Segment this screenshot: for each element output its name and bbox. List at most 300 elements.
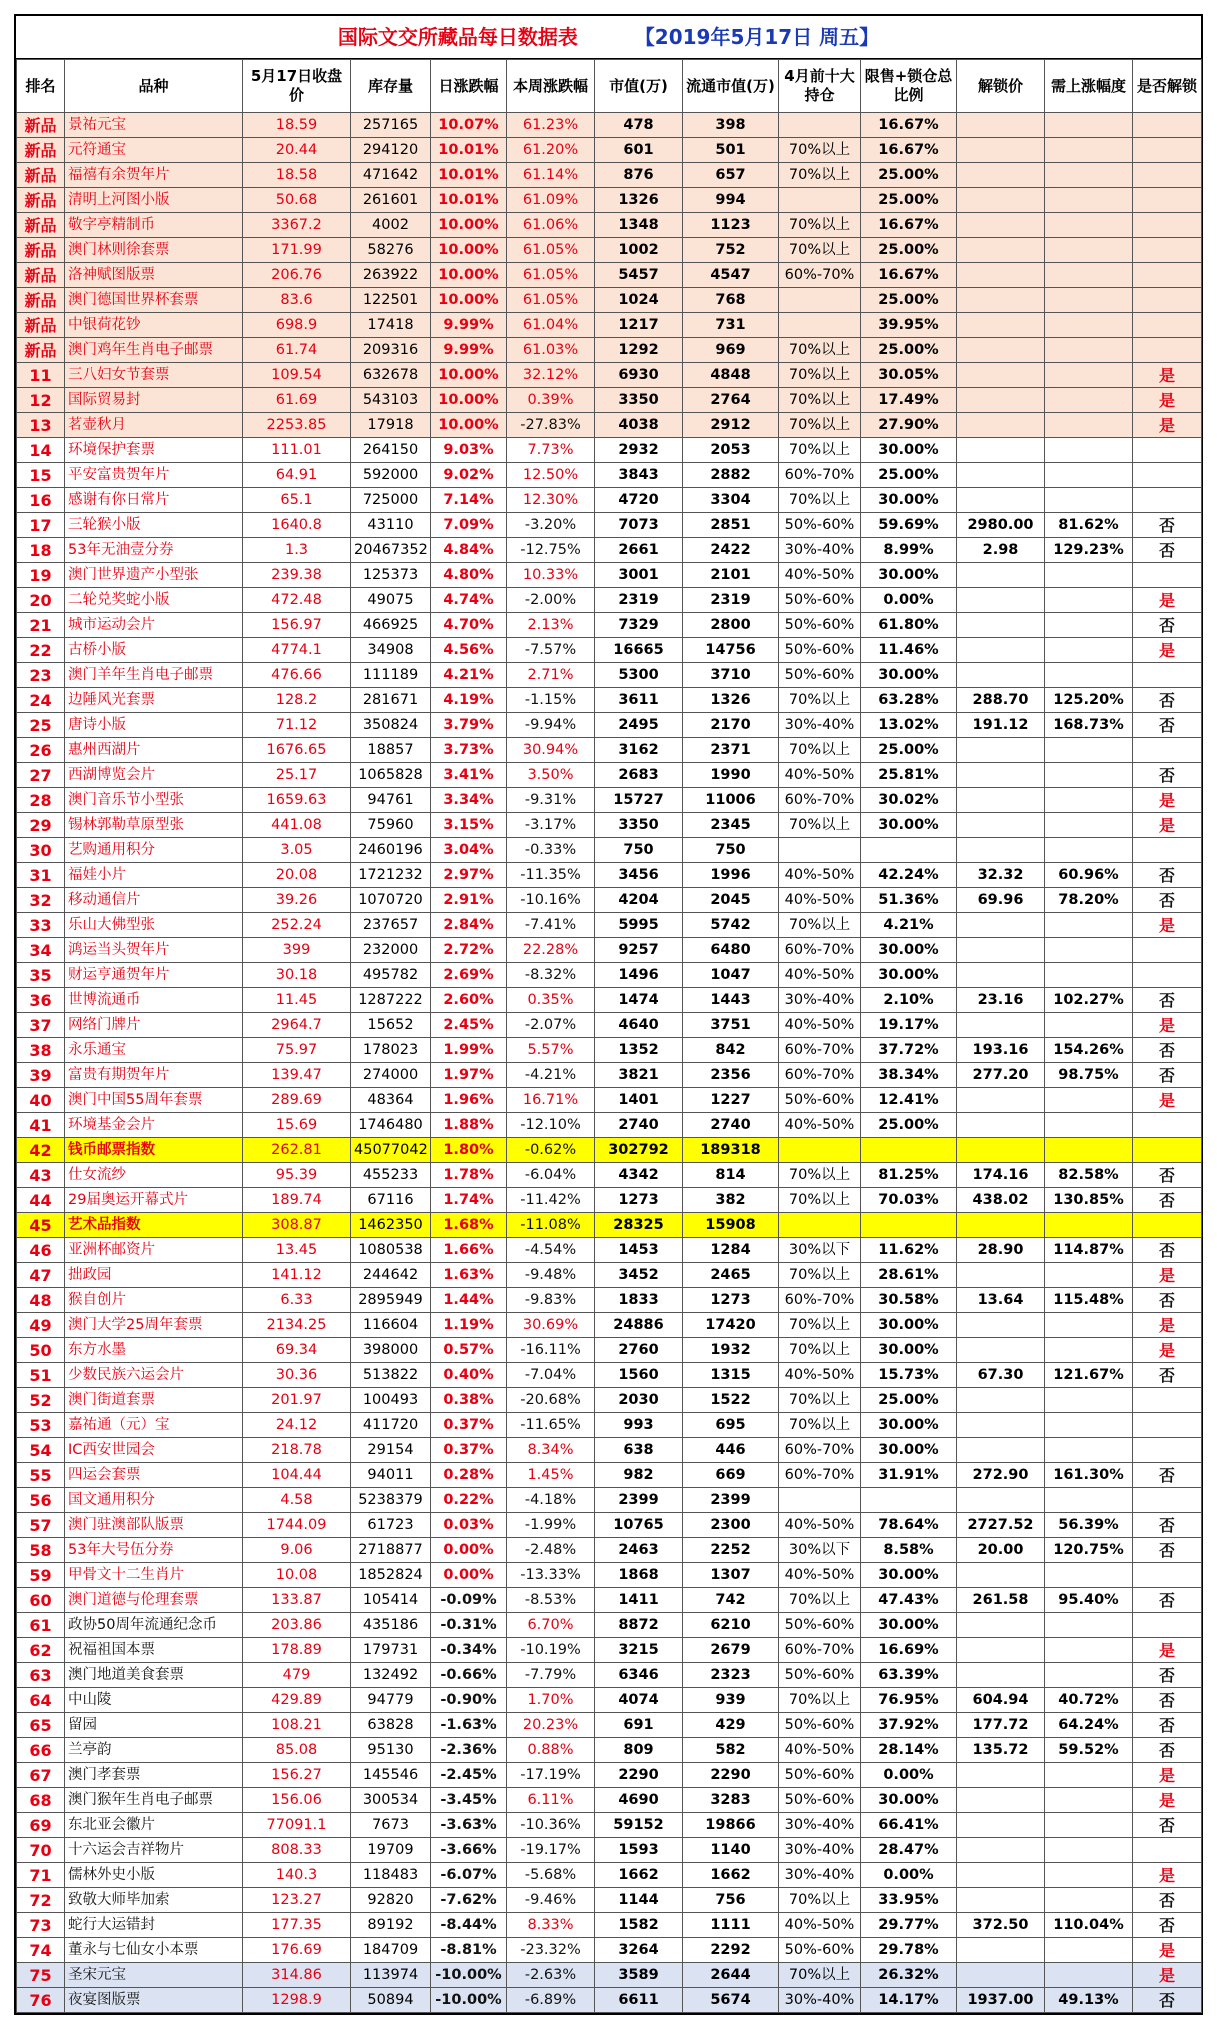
table-row: [17, 663, 1202, 688]
rank-cell: 50: [17, 1338, 65, 1363]
close-price-cell: 429.89: [243, 1688, 351, 1713]
unlocked-cell: [1133, 938, 1202, 963]
rank-cell: 新品: [17, 163, 65, 188]
table-row: [17, 1513, 1202, 1538]
holding-cell: 60%-70%: [779, 1638, 861, 1663]
unlocked-cell: 否: [1133, 1513, 1202, 1538]
unlock-price-cell: [957, 238, 1045, 263]
unlocked-cell: 是: [1133, 1638, 1202, 1663]
float-cap-cell: 2345: [683, 813, 779, 838]
daily-change-cell: 10.01%: [431, 163, 507, 188]
daily-change-cell: 10.01%: [431, 138, 507, 163]
table-row: [17, 863, 1202, 888]
name-cell: 艺购通用积分: [65, 838, 243, 863]
holding-cell: 70%以上: [779, 1688, 861, 1713]
market-cap-cell: 3215: [595, 1638, 683, 1663]
required-rise-cell: 168.73%: [1045, 713, 1133, 738]
locked-ratio-cell: 28.47%: [861, 1838, 957, 1863]
holding-cell: 50%-60%: [779, 1613, 861, 1638]
locked-ratio-cell: 25.00%: [861, 288, 957, 313]
col-header: 限售+锁仓总比例: [861, 60, 957, 113]
stock-cell: 29154: [351, 1438, 431, 1463]
table-row: [17, 688, 1202, 713]
daily-change-cell: -8.81%: [431, 1938, 507, 1963]
daily-change-cell: 1.88%: [431, 1113, 507, 1138]
market-cap-cell: 1560: [595, 1363, 683, 1388]
stock-cell: 94761: [351, 788, 431, 813]
holding-cell: 50%-60%: [779, 1713, 861, 1738]
stock-cell: 2460196: [351, 838, 431, 863]
stock-cell: 15652: [351, 1013, 431, 1038]
name-cell: 致敬大师毕加索: [65, 1888, 243, 1913]
market-cap-cell: 1217: [595, 313, 683, 338]
name-cell: 福禧有余贺年片: [65, 163, 243, 188]
unlock-price-cell: [957, 1388, 1045, 1413]
daily-change-cell: -0.66%: [431, 1663, 507, 1688]
float-cap-cell: 4848: [683, 363, 779, 388]
name-cell: 平安富贵贺年片: [65, 463, 243, 488]
table-row: [17, 1763, 1202, 1788]
unlock-price-cell: [957, 613, 1045, 638]
name-cell: 少数民族六运会片: [65, 1363, 243, 1388]
weekly-change-cell: -9.83%: [507, 1288, 595, 1313]
locked-ratio-cell: 28.61%: [861, 1263, 957, 1288]
holding-cell: 50%-60%: [779, 613, 861, 638]
required-rise-cell: 154.26%: [1045, 1038, 1133, 1063]
close-price-cell: 2964.7: [243, 1013, 351, 1038]
unlock-price-cell: 13.64: [957, 1288, 1045, 1313]
stock-cell: 94779: [351, 1688, 431, 1713]
unlock-price-cell: [957, 1888, 1045, 1913]
holding-cell: 40%-50%: [779, 1363, 861, 1388]
daily-change-cell: 2.91%: [431, 888, 507, 913]
table-row: [17, 1838, 1202, 1863]
stock-cell: 1070720: [351, 888, 431, 913]
unlocked-cell: [1133, 1438, 1202, 1463]
close-price-cell: 85.08: [243, 1738, 351, 1763]
float-cap-cell: 756: [683, 1888, 779, 1913]
float-cap-cell: 429: [683, 1713, 779, 1738]
market-cap-cell: 4720: [595, 488, 683, 513]
locked-ratio-cell: 8.58%: [861, 1538, 957, 1563]
table-row: [17, 1563, 1202, 1588]
stock-cell: 543103: [351, 388, 431, 413]
weekly-change-cell: 22.28%: [507, 938, 595, 963]
stock-cell: 4002: [351, 213, 431, 238]
locked-ratio-cell: 30.05%: [861, 363, 957, 388]
required-rise-cell: [1045, 138, 1133, 163]
market-cap-cell: 2760: [595, 1338, 683, 1363]
weekly-change-cell: -4.54%: [507, 1238, 595, 1263]
unlock-price-cell: [957, 288, 1045, 313]
locked-ratio-cell: [861, 1213, 957, 1238]
table-row: [17, 888, 1202, 913]
table-row: [17, 1338, 1202, 1363]
rank-cell: 70: [17, 1838, 65, 1863]
market-cap-cell: 16665: [595, 638, 683, 663]
float-cap-cell: 2290: [683, 1763, 779, 1788]
market-cap-cell: 1868: [595, 1563, 683, 1588]
locked-ratio-cell: 51.36%: [861, 888, 957, 913]
market-cap-cell: 1144: [595, 1888, 683, 1913]
locked-ratio-cell: 30.02%: [861, 788, 957, 813]
market-cap-cell: 4640: [595, 1013, 683, 1038]
holding-cell: 60%-70%: [779, 1063, 861, 1088]
weekly-change-cell: 0.88%: [507, 1738, 595, 1763]
table-row: [17, 738, 1202, 763]
close-price-cell: 4774.1: [243, 638, 351, 663]
float-cap-cell: 1284: [683, 1238, 779, 1263]
name-cell: 澳门鸡年生肖电子邮票: [65, 338, 243, 363]
locked-ratio-cell: 25.00%: [861, 338, 957, 363]
rank-cell: 62: [17, 1638, 65, 1663]
rank-cell: 新品: [17, 288, 65, 313]
unlock-price-cell: [957, 338, 1045, 363]
daily-change-cell: 3.79%: [431, 713, 507, 738]
float-cap-cell: 1996: [683, 863, 779, 888]
table-row: [17, 1738, 1202, 1763]
table-row: [17, 238, 1202, 263]
close-price-cell: 109.54: [243, 363, 351, 388]
locked-ratio-cell: 25.00%: [861, 1113, 957, 1138]
daily-change-cell: 2.60%: [431, 988, 507, 1013]
close-price-cell: 178.89: [243, 1638, 351, 1663]
rank-cell: 32: [17, 888, 65, 913]
close-price-cell: 3367.2: [243, 213, 351, 238]
weekly-change-cell: -9.94%: [507, 713, 595, 738]
locked-ratio-cell: 27.90%: [861, 413, 957, 438]
unlock-price-cell: [957, 1963, 1045, 1988]
unlocked-cell: 是: [1133, 1338, 1202, 1363]
unlock-price-cell: 604.94: [957, 1688, 1045, 1713]
daily-change-cell: 1.63%: [431, 1263, 507, 1288]
close-price-cell: 95.39: [243, 1163, 351, 1188]
name-cell: 中山陵: [65, 1688, 243, 1713]
market-cap-cell: 6930: [595, 363, 683, 388]
daily-change-cell: 10.00%: [431, 238, 507, 263]
daily-change-cell: -10.00%: [431, 1963, 507, 1988]
required-rise-cell: 98.75%: [1045, 1063, 1133, 1088]
rank-cell: 29: [17, 813, 65, 838]
float-cap-cell: 19866: [683, 1813, 779, 1838]
market-cap-cell: 1292: [595, 338, 683, 363]
locked-ratio-cell: 33.95%: [861, 1888, 957, 1913]
data-table: [16, 59, 1202, 2013]
weekly-change-cell: -10.16%: [507, 888, 595, 913]
table-row: [17, 1888, 1202, 1913]
close-price-cell: 308.87: [243, 1213, 351, 1238]
stock-cell: 179731: [351, 1638, 431, 1663]
weekly-change-cell: 6.70%: [507, 1613, 595, 1638]
unlock-price-cell: [957, 213, 1045, 238]
rank-cell: 76: [17, 1988, 65, 2013]
required-rise-cell: [1045, 1563, 1133, 1588]
daily-change-cell: -3.45%: [431, 1788, 507, 1813]
market-cap-cell: 3001: [595, 563, 683, 588]
market-cap-cell: 3264: [595, 1938, 683, 1963]
market-cap-cell: 982: [595, 1463, 683, 1488]
unlocked-cell: [1133, 463, 1202, 488]
unlocked-cell: 否: [1133, 1588, 1202, 1613]
holding-cell: [779, 1213, 861, 1238]
daily-change-cell: 4.70%: [431, 613, 507, 638]
name-cell: 儒林外史小版: [65, 1863, 243, 1888]
stock-cell: 20467352: [351, 538, 431, 563]
unlocked-cell: [1133, 1388, 1202, 1413]
holding-cell: 70%以上: [779, 1588, 861, 1613]
market-cap-cell: 1401: [595, 1088, 683, 1113]
locked-ratio-cell: 42.24%: [861, 863, 957, 888]
locked-ratio-cell: 25.00%: [861, 188, 957, 213]
stock-cell: 34908: [351, 638, 431, 663]
daily-change-cell: 1.78%: [431, 1163, 507, 1188]
weekly-change-cell: -1.15%: [507, 688, 595, 713]
table-row: [17, 188, 1202, 213]
close-price-cell: 4.58: [243, 1488, 351, 1513]
float-cap-cell: 14756: [683, 638, 779, 663]
daily-change-cell: -3.66%: [431, 1838, 507, 1863]
daily-change-cell: 4.74%: [431, 588, 507, 613]
locked-ratio-cell: 30.00%: [861, 663, 957, 688]
required-rise-cell: 121.67%: [1045, 1363, 1133, 1388]
locked-ratio-cell: 15.73%: [861, 1363, 957, 1388]
close-price-cell: 75.97: [243, 1038, 351, 1063]
weekly-change-cell: 61.09%: [507, 188, 595, 213]
holding-cell: 30%-40%: [779, 1863, 861, 1888]
table-row: [17, 913, 1202, 938]
daily-change-cell: -2.36%: [431, 1738, 507, 1763]
holding-cell: 70%以上: [779, 1963, 861, 1988]
daily-change-cell: 10.00%: [431, 263, 507, 288]
float-cap-cell: 15908: [683, 1213, 779, 1238]
unlocked-cell: 否: [1133, 538, 1202, 563]
rank-cell: 53: [17, 1413, 65, 1438]
market-cap-cell: 3452: [595, 1263, 683, 1288]
float-cap-cell: 814: [683, 1163, 779, 1188]
name-cell: 景祐元宝: [65, 113, 243, 138]
weekly-change-cell: -13.33%: [507, 1563, 595, 1588]
weekly-change-cell: -11.08%: [507, 1213, 595, 1238]
close-price-cell: 1.3: [243, 538, 351, 563]
name-cell: 澳门孝套票: [65, 1763, 243, 1788]
unlock-price-cell: [957, 1413, 1045, 1438]
unlock-price-cell: 438.02: [957, 1188, 1045, 1213]
stock-cell: 125373: [351, 563, 431, 588]
name-cell: 城市运动会片: [65, 613, 243, 638]
name-cell: 澳门羊年生肖电子邮票: [65, 663, 243, 688]
name-cell: 清明上河图小版: [65, 188, 243, 213]
unlock-price-cell: [957, 1338, 1045, 1363]
required-rise-cell: [1045, 1888, 1133, 1913]
unlocked-cell: 是: [1133, 638, 1202, 663]
market-cap-cell: 3821: [595, 1063, 683, 1088]
weekly-change-cell: 20.23%: [507, 1713, 595, 1738]
unlock-price-cell: [957, 813, 1045, 838]
required-rise-cell: [1045, 963, 1133, 988]
market-cap-cell: 3162: [595, 738, 683, 763]
rank-cell: 56: [17, 1488, 65, 1513]
rank-cell: 24: [17, 688, 65, 713]
float-cap-cell: 1443: [683, 988, 779, 1013]
holding-cell: 70%以上: [779, 488, 861, 513]
locked-ratio-cell: 13.02%: [861, 713, 957, 738]
float-cap-cell: 2319: [683, 588, 779, 613]
float-cap-cell: 768: [683, 288, 779, 313]
rank-cell: 25: [17, 713, 65, 738]
unlock-price-cell: 277.20: [957, 1063, 1045, 1088]
weekly-change-cell: -11.65%: [507, 1413, 595, 1438]
float-cap-cell: 1522: [683, 1388, 779, 1413]
unlock-price-cell: [957, 563, 1045, 588]
unlock-price-cell: 23.16: [957, 988, 1045, 1013]
daily-change-cell: -10.00%: [431, 1988, 507, 2013]
unlocked-cell: 否: [1133, 713, 1202, 738]
unlocked-cell: [1133, 963, 1202, 988]
weekly-change-cell: 12.30%: [507, 488, 595, 513]
market-cap-cell: 876: [595, 163, 683, 188]
required-rise-cell: [1045, 213, 1133, 238]
table-row: [17, 1613, 1202, 1638]
name-cell: 惠州西湖片: [65, 738, 243, 763]
name-cell: 董永与七仙女小本票: [65, 1938, 243, 1963]
rank-cell: 22: [17, 638, 65, 663]
stock-cell: 1852824: [351, 1563, 431, 1588]
close-price-cell: 128.2: [243, 688, 351, 713]
float-cap-cell: 1047: [683, 963, 779, 988]
locked-ratio-cell: 25.00%: [861, 1388, 957, 1413]
market-cap-cell: 1326: [595, 188, 683, 213]
unlock-price-cell: [957, 1613, 1045, 1638]
holding-cell: 70%以上: [779, 913, 861, 938]
name-cell: 兰亭韵: [65, 1738, 243, 1763]
locked-ratio-cell: 26.32%: [861, 1963, 957, 1988]
table-row: [17, 113, 1202, 138]
close-price-cell: 111.01: [243, 438, 351, 463]
rank-cell: 33: [17, 913, 65, 938]
table-row: [17, 1313, 1202, 1338]
float-cap-cell: 752: [683, 238, 779, 263]
unlock-price-cell: [957, 388, 1045, 413]
table-row: [17, 1488, 1202, 1513]
holding-cell: 40%-50%: [779, 1113, 861, 1138]
required-rise-cell: 120.75%: [1045, 1538, 1133, 1563]
required-rise-cell: [1045, 913, 1133, 938]
required-rise-cell: [1045, 238, 1133, 263]
rank-cell: 45: [17, 1213, 65, 1238]
locked-ratio-cell: 30.00%: [861, 488, 957, 513]
locked-ratio-cell: 63.39%: [861, 1663, 957, 1688]
market-cap-cell: 601: [595, 138, 683, 163]
holding-cell: 40%-50%: [779, 1563, 861, 1588]
locked-ratio-cell: 66.41%: [861, 1813, 957, 1838]
unlocked-cell: [1133, 338, 1202, 363]
unlock-price-cell: [957, 638, 1045, 663]
close-price-cell: 1744.09: [243, 1513, 351, 1538]
float-cap-cell: 2465: [683, 1263, 779, 1288]
float-cap-cell: 842: [683, 1038, 779, 1063]
holding-cell: 70%以上: [779, 1413, 861, 1438]
required-rise-cell: [1045, 113, 1133, 138]
weekly-change-cell: 61.06%: [507, 213, 595, 238]
table-row: [17, 1288, 1202, 1313]
weekly-change-cell: -0.62%: [507, 1138, 595, 1163]
table-row: [17, 363, 1202, 388]
required-rise-cell: 59.52%: [1045, 1738, 1133, 1763]
market-cap-cell: 9257: [595, 938, 683, 963]
rank-cell: 44: [17, 1188, 65, 1213]
daily-change-cell: 9.03%: [431, 438, 507, 463]
float-cap-cell: 2356: [683, 1063, 779, 1088]
float-cap-cell: 1111: [683, 1913, 779, 1938]
market-cap-cell: 5300: [595, 663, 683, 688]
required-rise-cell: 78.20%: [1045, 888, 1133, 913]
float-cap-cell: 1662: [683, 1863, 779, 1888]
locked-ratio-cell: 61.80%: [861, 613, 957, 638]
unlocked-cell: 是: [1133, 413, 1202, 438]
locked-ratio-cell: 16.67%: [861, 138, 957, 163]
weekly-change-cell: 61.20%: [507, 138, 595, 163]
rank-cell: 63: [17, 1663, 65, 1688]
stock-cell: 466925: [351, 613, 431, 638]
close-price-cell: 156.97: [243, 613, 351, 638]
holding-cell: 70%以上: [779, 1888, 861, 1913]
holding-cell: 70%以上: [779, 738, 861, 763]
unlocked-cell: [1133, 263, 1202, 288]
stock-cell: 63828: [351, 1713, 431, 1738]
close-price-cell: 13.45: [243, 1238, 351, 1263]
table-row: [17, 713, 1202, 738]
weekly-change-cell: 61.14%: [507, 163, 595, 188]
unlock-price-cell: [957, 1663, 1045, 1688]
col-header: 品种: [65, 60, 243, 113]
required-rise-cell: [1045, 1138, 1133, 1163]
unlock-price-cell: [957, 963, 1045, 988]
unlocked-cell: 否: [1133, 1363, 1202, 1388]
table-body: [17, 113, 1202, 2013]
daily-change-cell: 0.03%: [431, 1513, 507, 1538]
name-cell: 钱币邮票指数: [65, 1138, 243, 1163]
market-cap-cell: 6346: [595, 1663, 683, 1688]
rank-cell: 73: [17, 1913, 65, 1938]
close-price-cell: 176.69: [243, 1938, 351, 1963]
stock-cell: 43110: [351, 513, 431, 538]
rank-cell: 26: [17, 738, 65, 763]
locked-ratio-cell: 76.95%: [861, 1688, 957, 1713]
weekly-change-cell: 61.05%: [507, 288, 595, 313]
table-row: [17, 1688, 1202, 1713]
float-cap-cell: 2300: [683, 1513, 779, 1538]
unlock-price-cell: [957, 163, 1045, 188]
unlocked-cell: [1133, 488, 1202, 513]
locked-ratio-cell: 16.67%: [861, 213, 957, 238]
required-rise-cell: [1045, 1113, 1133, 1138]
locked-ratio-cell: 78.64%: [861, 1513, 957, 1538]
close-price-cell: 476.66: [243, 663, 351, 688]
name-cell: 环境保护套票: [65, 438, 243, 463]
table-row: [17, 463, 1202, 488]
name-cell: 环境基金会片: [65, 1113, 243, 1138]
rank-cell: 64: [17, 1688, 65, 1713]
close-price-cell: 83.6: [243, 288, 351, 313]
locked-ratio-cell: 12.41%: [861, 1088, 957, 1113]
holding-cell: 70%以上: [779, 138, 861, 163]
daily-change-cell: -6.07%: [431, 1863, 507, 1888]
weekly-change-cell: 30.69%: [507, 1313, 595, 1338]
unlocked-cell: [1133, 188, 1202, 213]
unlocked-cell: [1133, 1413, 1202, 1438]
unlocked-cell: 否: [1133, 1063, 1202, 1088]
daily-change-cell: 2.69%: [431, 963, 507, 988]
